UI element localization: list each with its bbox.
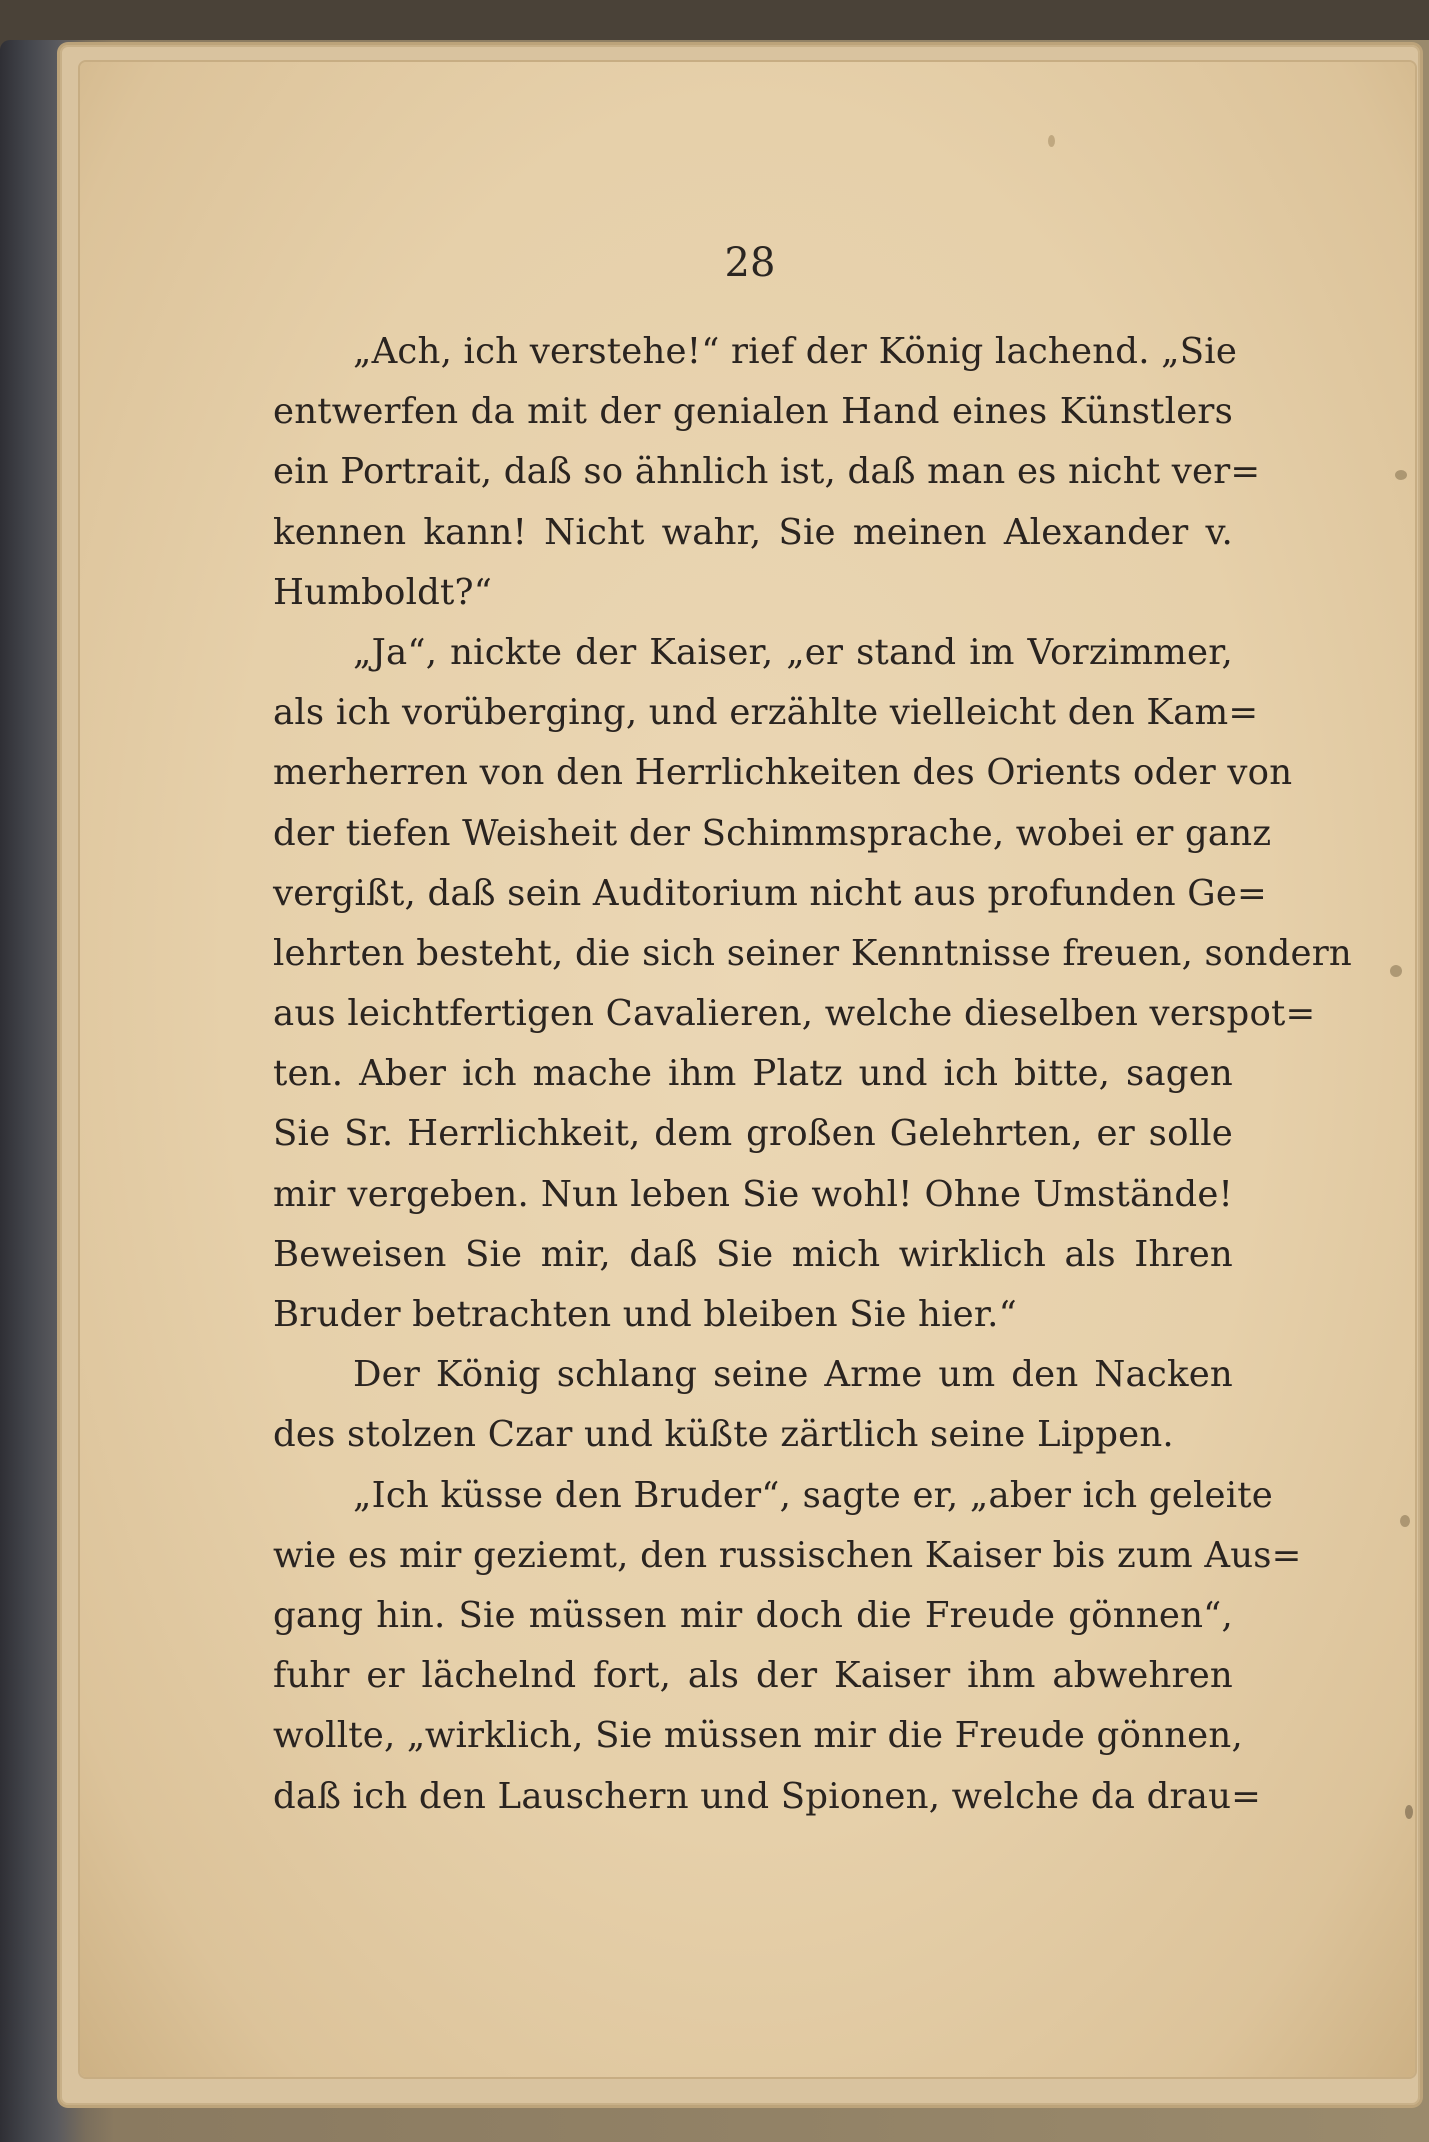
text-line: entwerfen da mit der genialen Hand eines Künstlers	[273, 391, 1233, 433]
text-line: als ich vorüberging, und erzählte vielleicht den Kam=	[273, 692, 1259, 734]
text-line: „Ach, ich verstehe!“ rief der König lachend. „Sie	[353, 331, 1238, 372]
text-line: kennen kann! Nicht wahr, Sie meinen Alexander v.	[273, 511, 1233, 553]
text-line: wollte, „wirklich, Sie müssen mir die Freude gönnen,	[273, 1715, 1243, 1757]
text-line: Beweisen Sie mir, daß Sie mich wirklich als Ihren	[273, 1233, 1233, 1275]
text-line: fuhr er lächelnd fort, als der Kaiser ihm abwehren	[273, 1655, 1233, 1697]
body-text	[273, 322, 1352, 1827]
text-line: daß ich den Lauschern und Spionen, welche da drau=	[273, 1775, 1262, 1817]
text-line: mir vergeben. Nun leben Sie wohl! Ohne Umstände!	[273, 1173, 1233, 1215]
text-line: „Ja“, nickte der Kaiser, „er stand im Vorzimmer,	[353, 631, 1233, 673]
text-line: lehrten besteht, die sich seiner Kenntnisse freuen, sondern	[273, 932, 1352, 974]
text-line: Der König schlang seine Arme um den Nacken	[353, 1354, 1233, 1396]
text-line: „Ich küsse den Bruder“, sagte er, „aber ich geleite	[353, 1474, 1273, 1516]
paper-speck	[1048, 135, 1055, 147]
text-line: ten. Aber ich mache ihm Platz und ich bitte, sagen	[273, 1053, 1233, 1095]
page-number: 28	[724, 240, 776, 286]
text-line: gang hin. Sie müssen mir doch die Freude gönnen“,	[273, 1594, 1233, 1636]
text-line: vergißt, daß sein Auditorium nicht aus profunden Ge=	[273, 872, 1267, 914]
paper-speck	[1405, 1805, 1413, 1819]
text-line: wie es mir geziemt, den russischen Kaiser bis zum Aus=	[273, 1534, 1302, 1576]
text-line: aus leichtfertigen Cavalieren, welche dieselben verspot=	[273, 993, 1316, 1035]
text-line: merherren von den Herrlichkeiten des Orients oder von	[273, 752, 1293, 794]
text-line: des stolzen Czar und küßte zärtlich seine Lippen.	[273, 1414, 1174, 1456]
paper-speck	[1395, 470, 1407, 480]
paper-speck	[1400, 1515, 1410, 1527]
paper-speck	[1390, 965, 1402, 977]
text-line: Humboldt?“	[273, 571, 493, 613]
text-line: der tiefen Weisheit der Schimmsprache, wobei er ganz	[273, 812, 1272, 854]
text-line: ein Portrait, daß so ähnlich ist, daß man es nicht ver=	[273, 451, 1261, 493]
text-line: Sie Sr. Herrlichkeit, dem großen Gelehrten, er solle	[273, 1113, 1233, 1155]
text-line: Bruder betrachten und bleiben Sie hier.“	[273, 1294, 1017, 1335]
